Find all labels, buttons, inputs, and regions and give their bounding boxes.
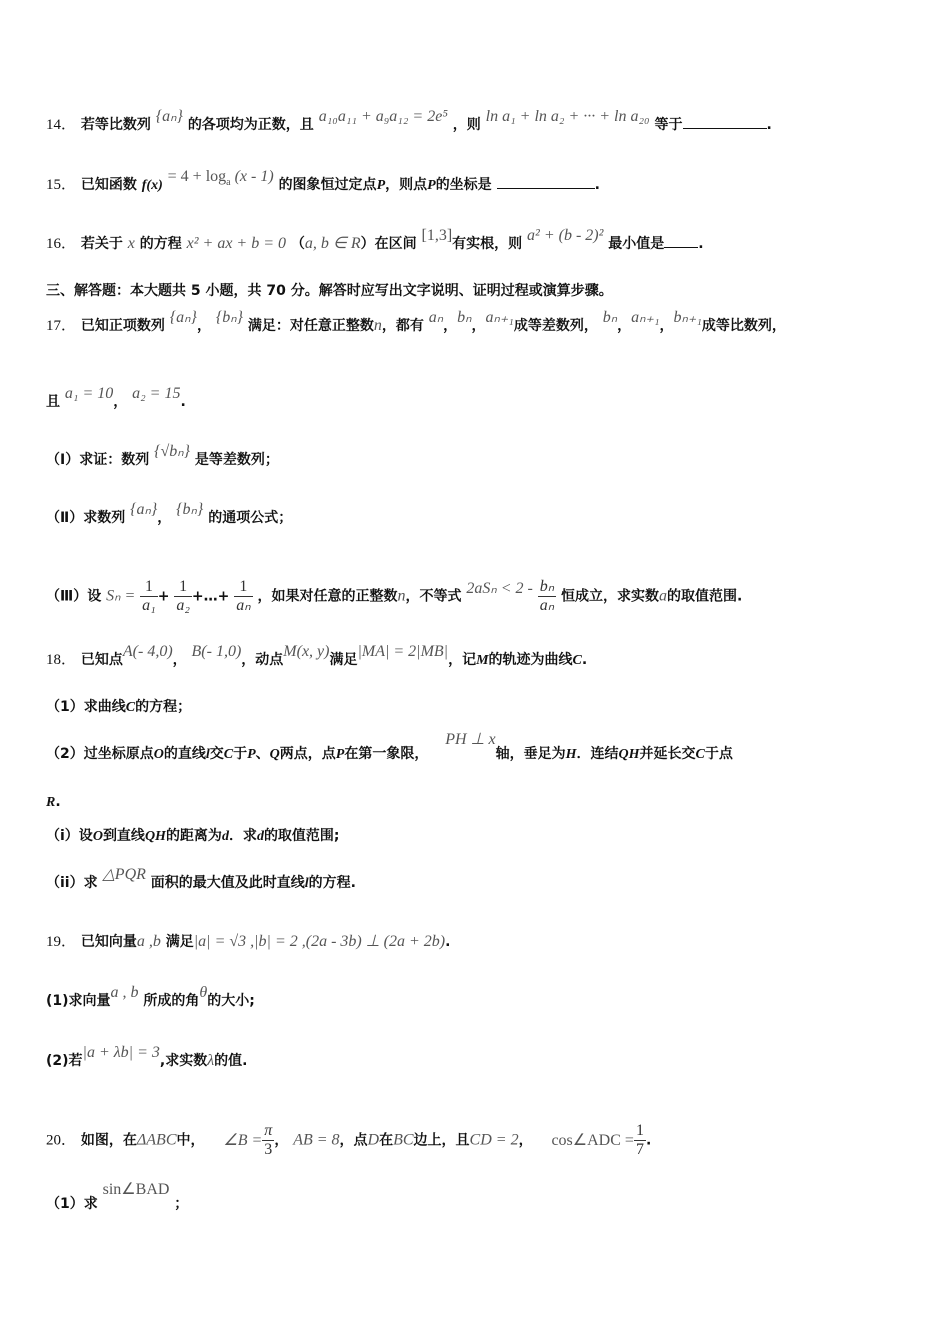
- math-function: f(x): [141, 178, 163, 193]
- math-condition: |MA| = 2|MB|: [357, 643, 449, 660]
- fraction: [234, 578, 252, 615]
- math-sequence: {bₙ}: [215, 309, 243, 326]
- question-number: 18．: [46, 652, 77, 668]
- text: (2)若: [46, 1053, 83, 1069]
- math-part: (x - 1): [234, 168, 274, 185]
- text: 若关于: [80, 236, 123, 252]
- math-expression: ln a₁ + ln a₂ + ··· + ln a₂₀: [485, 108, 650, 125]
- denominator: aₙ: [236, 597, 251, 614]
- question-17-part-2: （Ⅱ）求数列 {aₙ}， {bₙ} 的通项公式；: [46, 501, 293, 526]
- text: ，则点: [385, 177, 428, 193]
- math-var: l: [205, 747, 210, 762]
- question-15: [46, 168, 600, 201]
- math-cosine: cos∠ADC =: [551, 1131, 634, 1149]
- math-var: d: [221, 829, 229, 844]
- math-given: a₁ = 10: [64, 385, 114, 402]
- text: 的图象恒过定点: [278, 177, 377, 193]
- text: 的方程: [139, 236, 182, 252]
- math-sine: sin∠BAD: [102, 1181, 170, 1198]
- question-18: 18． 已知点A(- 4,0)， B(- 1,0)，动点M(x, y)满足|MA| = 2|MB|，记M的轨迹为曲线C.: [46, 643, 588, 668]
- math-length: AB = 8: [293, 1131, 340, 1149]
- text: 交: [209, 746, 224, 762]
- math-var: C: [572, 653, 582, 668]
- math-term: aₙ: [428, 309, 444, 326]
- math-term: bₙ: [602, 309, 618, 326]
- question-19: [46, 932, 450, 952]
- text: 面积的最大值及此时直线: [150, 875, 305, 891]
- math-var: M: [476, 653, 489, 668]
- math-vectors: a ,b: [136, 933, 161, 950]
- fraction: [262, 1122, 274, 1159]
- text: 满足: [329, 652, 358, 668]
- math-interval: [1,3]: [421, 227, 453, 244]
- math-var: QH: [618, 747, 640, 762]
- text: 的轨迹为曲线: [488, 652, 573, 668]
- math-sequence: {aₙ}: [155, 108, 183, 125]
- text: （: [290, 236, 305, 252]
- text: 的方程.: [308, 875, 356, 891]
- math-var: x: [127, 235, 135, 252]
- math-condition: |a + λb| = 3: [82, 1044, 160, 1061]
- math-term: bₙ: [457, 309, 472, 326]
- math-var: n: [373, 317, 382, 334]
- text: 满足: [165, 934, 194, 950]
- math-var: C: [125, 700, 136, 715]
- text: 边上，且: [413, 1132, 470, 1149]
- question-19-part-1: [46, 984, 255, 1011]
- text: ；: [174, 1196, 189, 1212]
- text: 如图，在: [80, 1132, 137, 1149]
- question-number: 19．: [46, 934, 77, 950]
- math-sub: a: [226, 177, 231, 189]
- text: （Ⅱ）求数列: [46, 510, 126, 526]
- question-18-part-2-cont: R.: [46, 794, 61, 810]
- text: ，不等式: [405, 588, 462, 605]
- question-17-part-1: [46, 443, 279, 470]
- math-length: CD = 2: [469, 1131, 519, 1149]
- text: ，都有: [381, 318, 424, 334]
- math-triangle: △PQR: [102, 866, 146, 883]
- text: ,求实数: [159, 1053, 208, 1069]
- question-number: 15．: [46, 177, 77, 193]
- math-sequence: {bₙ}: [176, 501, 204, 518]
- text: 的方程；: [135, 699, 192, 715]
- question-14: [46, 108, 772, 135]
- math-vectors: a , b: [110, 984, 139, 1001]
- numerator: 1: [174, 578, 192, 597]
- text: 并延长交: [639, 746, 696, 762]
- text: 所成的角: [143, 993, 200, 1009]
- text: ．连结: [576, 746, 619, 762]
- math-equation: x² + ax + b = 0: [186, 235, 287, 252]
- question-20: [46, 1122, 651, 1159]
- math-perpendicular: PH ⊥ x: [445, 731, 496, 748]
- math-var: O: [92, 829, 103, 844]
- text: 的各项均为正数，且: [187, 117, 314, 133]
- question-18-sub-i: [46, 826, 340, 847]
- math-var: H: [565, 747, 577, 762]
- math-var: R: [46, 795, 56, 810]
- answer-blank[interactable]: [664, 233, 698, 248]
- text: 已知正项数列: [80, 318, 165, 334]
- text: 的取值范围;: [263, 828, 340, 844]
- denominator: a₁: [142, 597, 156, 614]
- fraction: [174, 578, 192, 615]
- question-number: 16．: [46, 236, 77, 252]
- answer-blank[interactable]: [497, 174, 595, 189]
- math-domain: a, b ∈ R: [304, 235, 361, 252]
- text: （ii）求: [46, 875, 98, 891]
- math-given: a₂ = 15: [132, 385, 181, 402]
- text: 的坐标是: [435, 177, 492, 193]
- text: 在: [379, 1132, 394, 1149]
- text: ，如果对任意的正整数: [257, 588, 398, 605]
- math-var: P: [335, 747, 345, 762]
- text: 的距离为: [165, 828, 222, 844]
- text: .: [698, 236, 704, 252]
- text: 有实根，则: [452, 236, 523, 252]
- text: 于点: [704, 746, 733, 762]
- math-sequence: {√bₙ}: [154, 443, 191, 460]
- denominator: 7: [635, 1141, 644, 1158]
- numerator: bₙ: [539, 578, 555, 595]
- text: 成等比数列，: [701, 318, 786, 334]
- math-formula: [167, 168, 274, 189]
- numerator: π: [264, 1122, 273, 1139]
- text: （1）求曲线: [46, 699, 126, 715]
- text: 在第一象限，: [344, 746, 429, 762]
- text: ，: [274, 1132, 289, 1149]
- text: ，: [196, 318, 211, 334]
- text: 的通项公式；: [208, 510, 293, 526]
- math-triangle: ΔABC: [136, 1131, 177, 1149]
- text: ．求: [228, 828, 257, 844]
- denominator: 3: [264, 1141, 273, 1158]
- denominator: aₙ: [539, 597, 555, 614]
- math-sequence: {aₙ}: [130, 501, 158, 518]
- math-var: d: [256, 829, 264, 844]
- text: 满足：对任意正整数: [247, 318, 374, 334]
- fraction: [538, 578, 556, 615]
- fraction: [634, 1122, 646, 1159]
- text: 的取值范围.: [666, 588, 743, 605]
- text: （i）设: [46, 828, 93, 844]
- text: .: [581, 652, 588, 668]
- text: ，点: [339, 1132, 368, 1149]
- text: ，: [518, 1132, 533, 1149]
- math-sequence: {aₙ}: [169, 309, 197, 326]
- text: ，动点: [241, 652, 284, 668]
- math-var: C: [695, 747, 705, 762]
- question-number: 14．: [46, 117, 77, 133]
- math-condition: a₁₀a₁₁ + a₉a₁₂ = 2e⁵: [318, 108, 448, 125]
- math-term: aₙ₊₁: [485, 309, 514, 326]
- math-inequality: 2aSₙ < 2 -: [466, 579, 533, 597]
- text: 到直线: [102, 828, 145, 844]
- math-condition: |a| = √3 ,|b| = 2 ,(2a - 3b) ⊥ (2a + 2b): [193, 933, 446, 950]
- math-var: D: [367, 1131, 380, 1149]
- text: （Ⅲ）设: [46, 588, 102, 605]
- text: 已知点: [80, 652, 123, 668]
- math-point: A(- 4,0): [122, 643, 173, 660]
- text: 成等差数列，: [513, 318, 598, 334]
- text: 已知向量: [80, 934, 137, 950]
- text: 的直线: [163, 746, 206, 762]
- text: 、: [255, 746, 270, 762]
- text: （Ⅰ）求证：数列: [46, 452, 150, 468]
- math-var: n: [397, 587, 406, 605]
- answer-blank[interactable]: [683, 114, 767, 129]
- math-var: l: [304, 876, 309, 891]
- numerator: 1: [140, 578, 158, 597]
- question-16: [46, 227, 704, 254]
- math-term: aₙ₊₁: [631, 309, 660, 326]
- text: .: [645, 1132, 652, 1149]
- denominator: a₂: [176, 597, 190, 614]
- math-expression: a² + (b - 2)²: [527, 227, 604, 244]
- math-var: P: [247, 747, 256, 762]
- text: 中，: [176, 1132, 205, 1149]
- point-label: P: [376, 178, 386, 193]
- text: 轴，垂足为: [495, 746, 566, 762]
- math-var: C: [223, 747, 234, 762]
- question-17-part-3: （Ⅲ）设 Sₙ = $\frac{1}{\text{a₁}}$ + $\frac{1}{\text{a₂}}$ +…+ $\frac{1}{\text{aₙ}}$ ，如果对任意的正整数n，不等式 2aSₙ < 2 - $\frac{\text{bₙ}}{\text{aₙ}}$ 恒成立，求实数a的取值范围.: [46, 578, 743, 614]
- text: .: [766, 117, 772, 133]
- text: .: [594, 177, 600, 193]
- math-var: QH: [144, 829, 166, 844]
- text: ，记: [448, 652, 477, 668]
- math-var: BC: [393, 1131, 414, 1149]
- math-var: a: [658, 587, 667, 605]
- section-heading: 三、解答题：本大题共 5 小题，共 70 分。解答时应写出文字说明、证明过程或演算步骤。: [46, 283, 613, 299]
- math-var: θ: [199, 984, 208, 1001]
- question-number: 17．: [46, 318, 77, 334]
- math-var: λ: [207, 1052, 215, 1069]
- question-number: 20．: [46, 1132, 77, 1149]
- fraction: [140, 578, 158, 615]
- text: 已知函数: [80, 177, 137, 193]
- question-18-part-1: [46, 697, 191, 718]
- text: .: [445, 934, 451, 950]
- math-angle: ∠B =: [223, 1131, 263, 1149]
- text: （1）求: [46, 1196, 98, 1212]
- text: (1)求向量: [46, 993, 111, 1009]
- text: （2）过坐标原点: [46, 746, 154, 762]
- question-17-given: 且 a₁ = 10， a₂ = 15.: [46, 385, 186, 410]
- text: 若等比数列: [80, 117, 151, 133]
- numerator: 1: [635, 1122, 644, 1139]
- numerator: 1: [234, 578, 252, 597]
- text: 的值.: [214, 1053, 248, 1069]
- text: 的大小;: [207, 993, 255, 1009]
- question-18-sub-ii: [46, 866, 356, 894]
- text: 恒成立，求实数: [560, 588, 659, 605]
- math-part: = 4 + log: [167, 168, 227, 185]
- math-point: M(x, y): [283, 643, 330, 660]
- text: 等于: [654, 117, 683, 133]
- text: 且: [46, 394, 60, 410]
- question-19-part-2: [46, 1044, 248, 1071]
- math-var: Q: [269, 747, 280, 762]
- text: 最小值是: [608, 236, 665, 252]
- question-18-part-2: [46, 731, 733, 765]
- math-var: O: [153, 747, 164, 762]
- point-label: P: [427, 178, 436, 193]
- text: ，则: [452, 117, 481, 133]
- question-17: 17． 已知正项数列 {aₙ}， {bₙ} 满足：对任意正整数n，都有 aₙ，bₙ，aₙ₊₁成等差数列， bₙ，aₙ₊₁，bₙ₊₁成等比数列，: [46, 309, 786, 334]
- text: 两点，点: [279, 746, 336, 762]
- text: ）在区间: [360, 236, 417, 252]
- math-term: bₙ₊₁: [673, 309, 702, 326]
- math-sum: Sₙ =: [106, 587, 136, 605]
- question-20-part-1: [46, 1181, 189, 1214]
- math-point: B(- 1,0): [191, 643, 242, 660]
- text: 于: [233, 746, 248, 762]
- text: 是等差数列；: [194, 452, 279, 468]
